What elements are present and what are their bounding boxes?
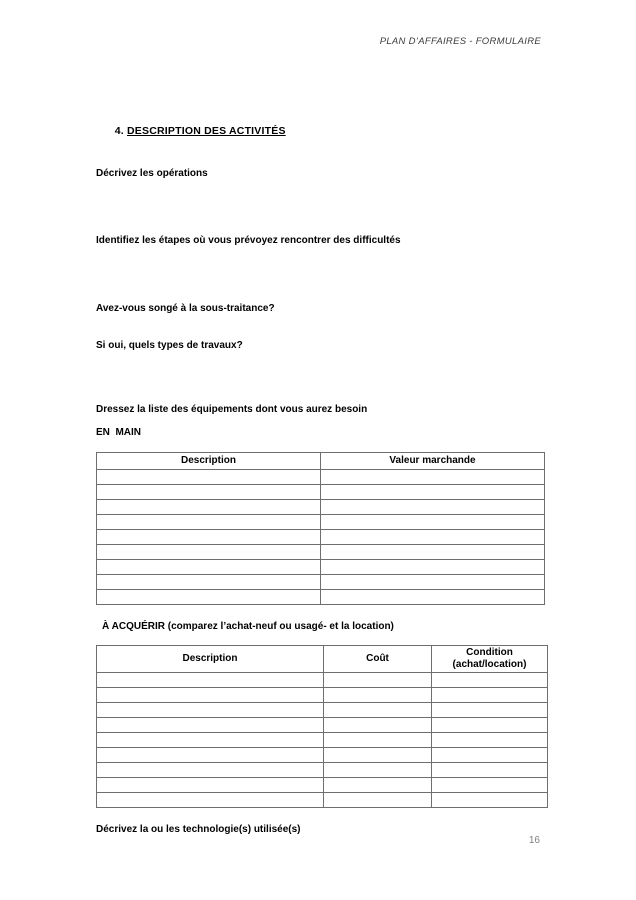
cell-condition[interactable] xyxy=(432,688,548,703)
cell-condition[interactable] xyxy=(432,748,548,763)
cell-description[interactable] xyxy=(97,793,324,808)
cell-condition[interactable] xyxy=(432,733,548,748)
section-heading xyxy=(96,112,544,151)
table-row xyxy=(97,485,545,500)
prompt-subcontracting: Avez-vous songé à la sous-traitance? xyxy=(96,303,275,314)
table-row xyxy=(97,673,548,688)
cell-market-value[interactable] xyxy=(321,590,545,605)
table-header xyxy=(97,453,545,470)
table-body xyxy=(97,673,548,808)
table-row xyxy=(97,590,545,605)
cell-description[interactable] xyxy=(97,560,321,575)
cell-description[interactable] xyxy=(97,590,321,605)
table-row xyxy=(97,560,545,575)
cell-condition[interactable] xyxy=(432,763,548,778)
cell-description[interactable] xyxy=(97,485,321,500)
cell-description[interactable] xyxy=(97,748,324,763)
cell-description[interactable] xyxy=(97,673,324,688)
cell-cost[interactable] xyxy=(324,763,432,778)
cell-market-value[interactable] xyxy=(321,560,545,575)
prompt-work-types: Si oui, quels types de travaux? xyxy=(96,340,243,351)
table-row xyxy=(97,778,548,793)
section-number: 4. xyxy=(114,125,124,137)
cell-cost[interactable] xyxy=(324,748,432,763)
prompt-describe-operations: Décrivez les opérations xyxy=(96,168,208,179)
cell-cost[interactable] xyxy=(324,718,432,733)
table-body xyxy=(97,470,545,605)
cell-condition[interactable] xyxy=(432,793,548,808)
column-header-condition-line2: (achat/location) xyxy=(452,659,527,670)
cell-description[interactable] xyxy=(97,688,324,703)
column-header-market-value: Valeur marchande xyxy=(321,453,545,470)
cell-description[interactable] xyxy=(97,545,321,560)
table-row xyxy=(97,515,545,530)
cell-market-value[interactable] xyxy=(321,515,545,530)
cell-market-value[interactable] xyxy=(321,530,545,545)
cell-condition[interactable] xyxy=(432,778,548,793)
label-equipment-to-acquire: À ACQUÉRIR (comparez l’achat-neuf ou usagé- et la location) xyxy=(102,621,394,632)
cell-description[interactable] xyxy=(97,500,321,515)
label-equipment-on-hand: EN MAIN xyxy=(96,427,141,438)
table-row xyxy=(97,545,545,560)
cell-condition[interactable] xyxy=(432,703,548,718)
column-header-description: Description xyxy=(97,646,324,673)
cell-market-value[interactable] xyxy=(321,500,545,515)
table-row xyxy=(97,733,548,748)
cell-market-value[interactable] xyxy=(321,485,545,500)
table-row xyxy=(97,748,548,763)
cell-description[interactable] xyxy=(97,733,324,748)
running-header: PLAN D’AFFAIRES - FORMULAIRE xyxy=(379,36,541,47)
cell-cost[interactable] xyxy=(324,778,432,793)
table-equipment-to-acquire xyxy=(96,645,548,808)
cell-description[interactable] xyxy=(97,515,321,530)
cell-cost[interactable] xyxy=(324,703,432,718)
cell-market-value[interactable] xyxy=(321,470,545,485)
page-content xyxy=(96,112,544,836)
table-row xyxy=(97,500,545,515)
cell-description[interactable] xyxy=(97,718,324,733)
column-header-condition-line1: Condition xyxy=(466,647,513,658)
cell-cost[interactable] xyxy=(324,673,432,688)
prompt-equipment-list: Dressez la liste des équipements dont vous aurez besoin xyxy=(96,404,368,415)
column-header-condition xyxy=(432,646,548,673)
table-header-row xyxy=(97,646,548,673)
table-row xyxy=(97,763,548,778)
cell-cost[interactable] xyxy=(324,733,432,748)
section-title-text: DESCRIPTION DES ACTIVITÉS xyxy=(127,125,286,137)
table-row xyxy=(97,470,545,485)
prompt-technologies: Décrivez la ou les technologie(s) utilisée(s) xyxy=(96,824,301,835)
table-header xyxy=(97,646,548,673)
prompt-identify-steps: Identifiez les étapes où vous prévoyez rencontrer des difficultés xyxy=(96,235,401,246)
cell-description[interactable] xyxy=(97,470,321,485)
table-row xyxy=(97,718,548,733)
cell-condition[interactable] xyxy=(432,673,548,688)
column-header-description: Description xyxy=(97,453,321,470)
page-number: 16 xyxy=(528,835,540,846)
cell-description[interactable] xyxy=(97,763,324,778)
table-row xyxy=(97,688,548,703)
cell-description[interactable] xyxy=(97,530,321,545)
cell-cost[interactable] xyxy=(324,793,432,808)
cell-market-value[interactable] xyxy=(321,575,545,590)
table-row xyxy=(97,575,545,590)
cell-description[interactable] xyxy=(97,703,324,718)
cell-cost[interactable] xyxy=(324,688,432,703)
cell-condition[interactable] xyxy=(432,718,548,733)
cell-description[interactable] xyxy=(97,575,321,590)
column-header-cost: Coût xyxy=(324,646,432,673)
table-row xyxy=(97,703,548,718)
table-header-row xyxy=(97,453,545,470)
table-equipment-on-hand xyxy=(96,452,545,605)
table-row xyxy=(97,793,548,808)
cell-market-value[interactable] xyxy=(321,545,545,560)
table-row xyxy=(97,530,545,545)
cell-description[interactable] xyxy=(97,778,324,793)
